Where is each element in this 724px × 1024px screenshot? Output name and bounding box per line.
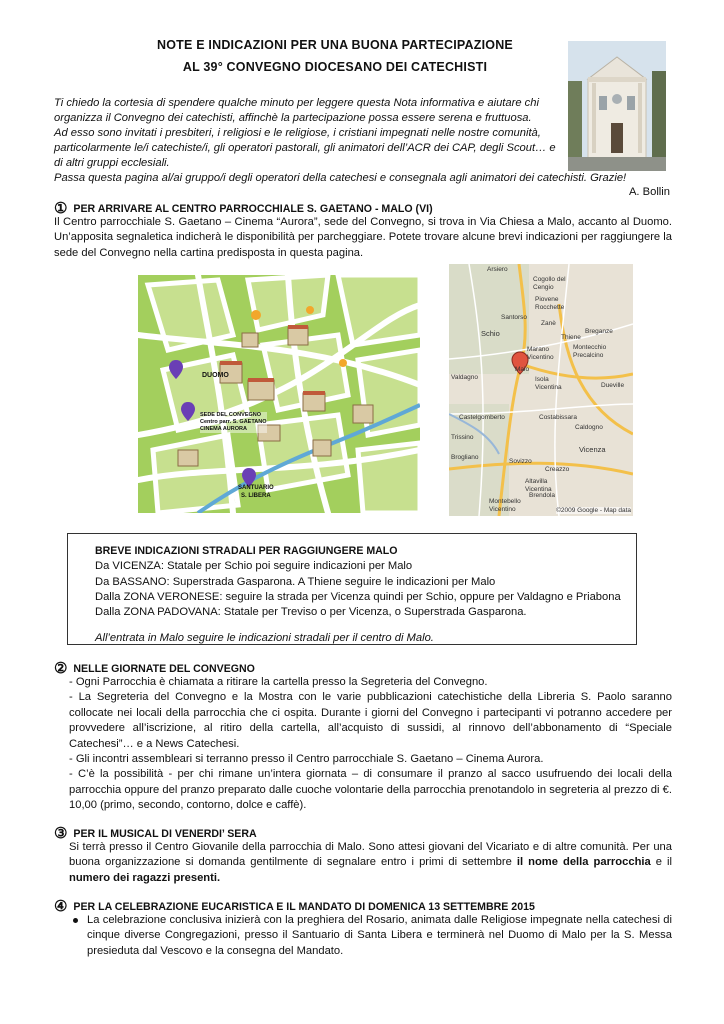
section1-heading-text: PER ARRIVARE AL CENTRO PARROCCHIALE S. GAETANO - MALO (VI) <box>73 203 433 215</box>
intro-line: Ad esso sono invitati i presbiteri, i religiosi e le religiose, i cristiani impegnati nelle nostre comunità, <box>54 127 541 140</box>
directions-box <box>67 533 637 645</box>
section2-line: - Gli incontri assembleari si terranno presso il Centro parrocchiale S. Gaetano – Cinema Aurora. <box>69 753 544 766</box>
map-place: Montebello Vicentino <box>489 498 521 513</box>
map-place: Arsiero <box>487 266 508 273</box>
map-copyright: ©2009 Google - Map data <box>556 507 631 514</box>
map-place: Castelgomberto <box>459 414 505 421</box>
section3-text <box>69 840 672 886</box>
map-place: Piovene Rocchette <box>535 296 565 311</box>
section4-heading-text: PER LA CELEBRAZIONE EUCARISTICA E IL MANDATO DI DOMENICA 13 SETTEMBRE 2015 <box>73 901 535 913</box>
church-facade-image <box>568 41 666 171</box>
section3-heading-text: PER IL MUSICAL DI VENERDI’ SERA <box>73 828 257 840</box>
map-label-sede <box>200 412 267 433</box>
town-map <box>138 275 420 513</box>
intro-line: organizza il Convegno dei catechisti, affinchè la partecipazione possa essere serena e fruttuosa. <box>54 112 532 125</box>
map-place: Thiene <box>561 334 581 341</box>
intro-line: di altri gruppi ecclesiali. <box>54 157 170 170</box>
section2-number: ② <box>54 660 68 677</box>
map-label-duomo: DUOMO <box>202 372 229 379</box>
map-label-santuario <box>238 484 274 500</box>
map-label-centro-line: Centro parr. S. GAETANO <box>200 419 267 425</box>
map-place: Marano Vicentino <box>527 346 554 361</box>
directions-line: Dalla ZONA PADOVANA: Statale per Treviso o per Vicenza, o Superstrada Gasparona. <box>95 606 527 619</box>
directions-line: Da BASSANO: Superstrada Gasparona. A Thiene seguire le indicazioni per Malo <box>95 575 496 588</box>
section4-bullet-item <box>87 913 672 959</box>
map-place: Vicenza <box>579 445 606 454</box>
section2-text <box>69 675 672 814</box>
directions-heading: BREVE INDICAZIONI STRADALI PER RAGGIUNGERE MALO <box>95 545 398 557</box>
section1-number: ① <box>54 200 68 217</box>
section4-text <box>87 913 672 959</box>
map-place: Schio <box>481 329 500 338</box>
church-photo <box>568 41 666 171</box>
map-place: Santorso <box>501 314 528 321</box>
map-place: Isola Vicentina <box>535 376 562 391</box>
map-place: Dueville <box>601 382 625 389</box>
intro-text <box>54 96 627 187</box>
map-place: Sovizzo <box>509 458 532 465</box>
page-title-line1: NOTE E INDICAZIONI PER UNA BUONA PARTECIPAZIONE <box>157 38 513 52</box>
map-place: Breganze <box>585 328 613 335</box>
section2-line: - C’è la possibilità - per chi rimane un’intera giornata – di consumare il pranzo al sacco usufruendo dei locali della parrocchia oppure del pranzo preparato dalle cuoche volontarie della parrocchia prenotandolo in segreteria al prezzo di €. 10,00 (primo, secondo, contorno, dolce e caffè). <box>69 768 672 812</box>
section3-text-start: Si terrà presso il Centro Giovanile della parrocchia di Malo. Sono attesi giovani del Vicariato e di altre comunità. Per una buona organizzazione si domanda gentilmente di segnalare entro i primi di settembre <box>69 841 672 869</box>
section3-bold-count: numero dei ragazzi presenti. <box>69 871 221 884</box>
section2-line: - La Segreteria del Convegno e la Mostra con le varie pubblicazioni catechistiche della Libreria S. Paolo saranno collocate nei locali della parrocchia che ci ospita. Durante i giorni del Convegno i partecipanti vi potranno accedere per provvedere all’iscrizione, al ritiro della cartella, all’acquisto di sussidi, al rinnovo dell’abbonamento di “Speciale Catechesi”… e a News Catechesi. <box>69 691 672 750</box>
map-place: Montecchio Precalcino <box>573 344 607 359</box>
section3-text-mid: e il <box>650 856 672 869</box>
section2-line: - Ogni Parrocchia è chiamata a ritirare la cartella presso la Segreteria del Convegno. <box>69 676 488 688</box>
map-place: Brendola <box>529 492 556 499</box>
section4-bullet-text: La celebrazione conclusiva inizierà con la preghiera del Rosario, animata dalle Religiose impegnate nella catechesi di cinque diverse Congregazioni, presso il Santuario di Santa Libera e terminerà nel Duomo di Malo per la S. Messa presieduta dal Vescovo e la consegna del Mandato. <box>87 914 672 957</box>
page-title-line2: AL 39° CONVEGNO DIOCESANO DEI CATECHISTI <box>182 60 488 74</box>
map-place: Creazzo <box>545 466 570 473</box>
map-place: Altavilla Vicentina <box>525 478 552 493</box>
regional-map-labels <box>451 266 631 514</box>
map-place: Trissino <box>451 434 474 441</box>
map-place: Brogliano <box>451 454 479 461</box>
directions-line: Da VICENZA: Statale per Schio poi seguire indicazioni per Malo <box>95 560 413 573</box>
intro-line: particolarmente le/i catechiste/i, gli operatori pastorali, gli animatori dell’ACR dei CAP, degli Scout… e <box>54 142 556 155</box>
map-place: Valdagno <box>451 374 478 381</box>
map-place: Zanè <box>541 320 556 327</box>
section4-number: ④ <box>54 898 68 915</box>
directions-footer: All’entrata in Malo seguire le indicazioni stradali per il centro di Malo. <box>95 632 434 645</box>
intro-last-line: Passa questa pagina al/ai gruppo/i degli operatori della catechesi e consegnala agli animatori dei catechisti. Grazie! <box>54 172 627 185</box>
map-label-sede-line: SEDE DEL CONVEGNO <box>200 412 262 418</box>
section3-number: ③ <box>54 825 68 842</box>
section3-bold-parish: il nome della parrocchia <box>516 856 651 869</box>
directions-line: Dalla ZONA VERONESE: seguire la strada per Vicenza quindi per Schio, oppure per Valdagno e Priabona <box>95 590 621 603</box>
map-label-cinema-line: CINEMA AURORA <box>200 426 247 432</box>
section2-heading-text: NELLE GIORNATE DEL CONVEGNO <box>73 663 255 675</box>
author-signature: A. Bollin <box>628 186 670 198</box>
section1-text: Il Centro parrocchiale S. Gaetano – Cinema “Aurora”, sede del Convegno, si trova in Via Chiesa a Malo, accanto al Duomo. Un’apposita segnaletica indicherà le disponibilità per parcheggiare. Potete trovare alcune brevi indicazioni per raggiungere la sede del Convegno nella cartina predisposta in questa pagina. <box>54 216 672 259</box>
map-place: Caldogno <box>575 424 603 431</box>
town-map-graphic <box>138 275 420 513</box>
map-place: Costabissara <box>539 414 577 421</box>
map-label-santuario-line: SANTUARIO <box>238 485 274 491</box>
map-place: Malo <box>515 366 530 373</box>
bullet-icon <box>73 918 78 923</box>
intro-line: Ti chiedo la cortesia di spendere qualche minuto per leggere questa Nota informativa e aiutare chi <box>54 97 539 109</box>
map-place: Cogollo del Cengio <box>533 276 566 291</box>
regional-map <box>449 264 633 516</box>
map-label-libera-line: S. LIBERA <box>241 493 271 499</box>
